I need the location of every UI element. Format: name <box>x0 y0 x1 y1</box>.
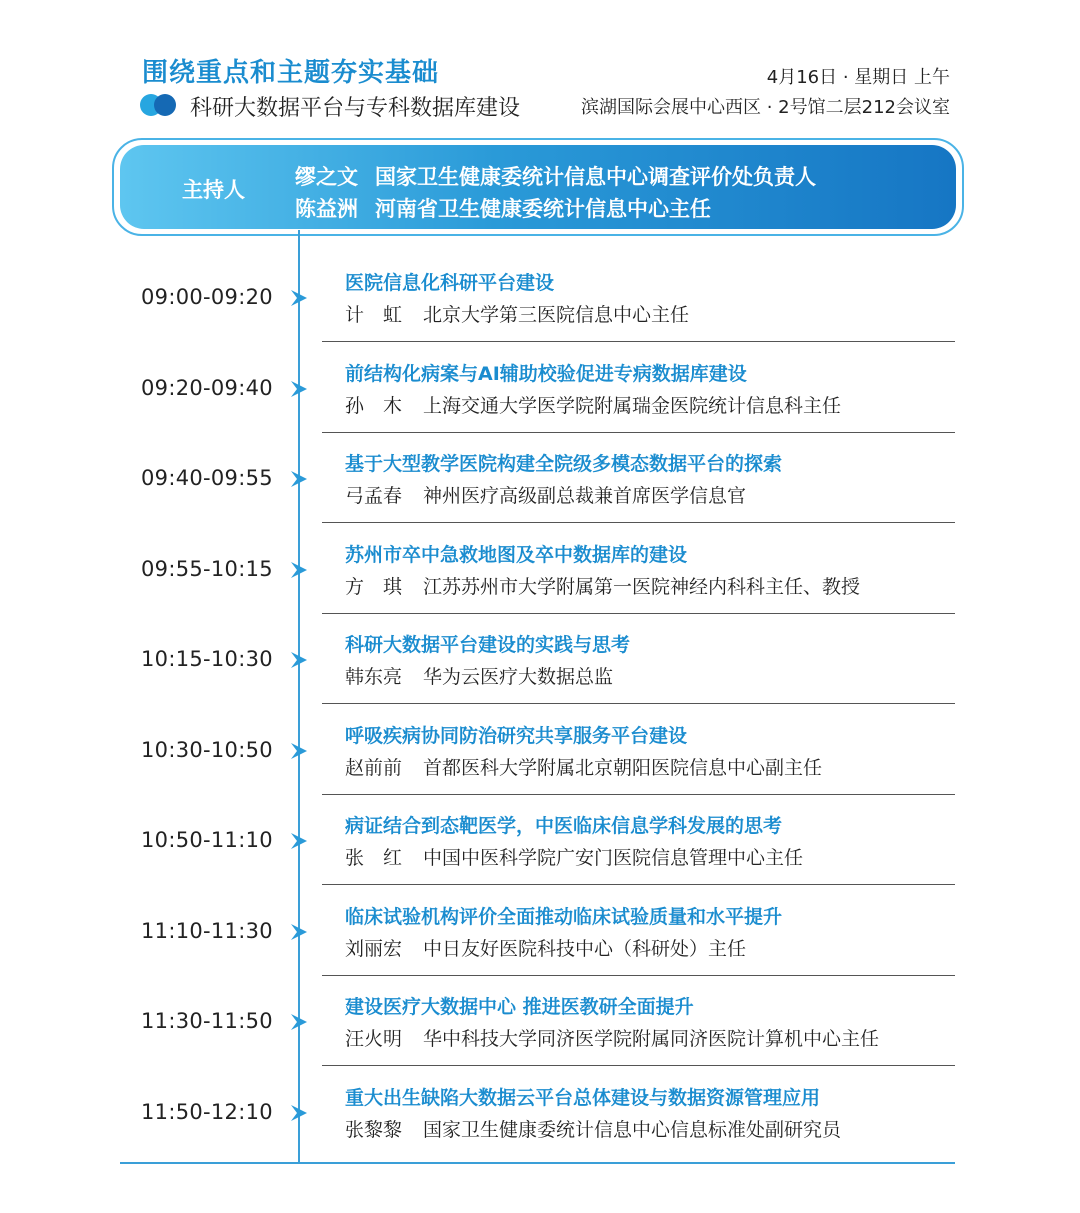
session-topic: 建设医疗大数据中心 推进医教研全面提升 <box>345 996 694 1018</box>
row-divider <box>322 1065 955 1066</box>
speaker-name: 孙 木 <box>345 394 403 417</box>
speaker-affiliation: 上海交通大学医学院附属瑞金医院统计信息科主任 <box>423 394 842 417</box>
schedule-item <box>0 706 1080 796</box>
row-divider <box>322 794 955 795</box>
schedule-item <box>0 434 1080 524</box>
speaker-affiliation: 江苏苏州市大学附属第一医院神经内科科主任、教授 <box>423 575 861 598</box>
session-topic: 病证结合到态靶医学，中医临床信息学科发展的思考 <box>345 815 783 837</box>
host-role: 河南省卫生健康委统计信息中心主任 <box>375 197 711 221</box>
session-time: 10:15-10:30 <box>141 647 273 671</box>
speaker-name: 刘丽宏 <box>345 937 403 960</box>
session-topic: 重大出生缺陷大数据云平台总体建设与数据资源管理应用 <box>345 1086 821 1109</box>
session-speaker <box>345 391 841 418</box>
session-topic: 科研大数据平台建设的实践与思考 <box>345 634 631 656</box>
row-divider <box>322 884 955 885</box>
session-time: 09:20-09:40 <box>141 375 273 400</box>
speaker-affiliation: 中日友好医院科技中心（科研处）主任 <box>423 937 747 960</box>
host-line <box>295 193 711 223</box>
session-speaker <box>345 481 746 508</box>
speaker-affiliation: 北京大学第三医院信息中心主任 <box>423 304 690 326</box>
speaker-name: 张黎黎 <box>345 1118 403 1141</box>
speaker-affiliation: 中国中医科学院广安门医院信息管理中心主任 <box>423 847 804 869</box>
session-topic: 呼吸疾病协同防治研究共享服务平台建设 <box>345 724 688 747</box>
host-role: 国家卫生健康委统计信息中心调查评价处负责人 <box>375 165 816 189</box>
speaker-affiliation: 首都医科大学附属北京朝阳医院信息中心副主任 <box>423 756 823 779</box>
session-time: 10:50-11:10 <box>141 828 273 852</box>
schedule-item <box>0 615 1080 705</box>
host-name: 陈益洲 <box>295 197 358 221</box>
session-topic: 前结构化病案与AI辅助校验促进专病数据库建设 <box>345 362 747 385</box>
speaker-affiliation: 华为云医疗大数据总监 <box>423 666 614 688</box>
session-topic: 基于大型教学医院构建全院级多模态数据平台的探索 <box>345 453 783 475</box>
chevron-right-icon <box>289 1012 309 1032</box>
host-name: 缪之文 <box>295 165 358 189</box>
schedule-item <box>0 253 1080 343</box>
section-subtitle: 科研大数据平台与专科数据库建设 <box>190 96 521 121</box>
session-date: 4月16日 · 星期日 上午 <box>766 67 950 88</box>
schedule-item <box>0 887 1080 977</box>
schedule-item <box>0 796 1080 886</box>
chevron-right-icon <box>289 831 309 851</box>
row-divider <box>322 432 955 433</box>
chevron-right-icon <box>289 379 309 399</box>
chevron-right-icon <box>289 469 309 489</box>
session-time: 10:30-10:50 <box>141 737 273 762</box>
session-time: 11:10-11:30 <box>141 918 273 943</box>
row-divider <box>322 975 955 976</box>
row-divider <box>322 522 955 523</box>
speaker-name: 计 虹 <box>345 304 403 326</box>
schedule-item <box>0 977 1080 1067</box>
section-title: 围绕重点和主题夯实基础 <box>142 58 440 88</box>
speaker-name: 方 琪 <box>345 575 403 598</box>
bottom-divider <box>120 1162 955 1164</box>
speaker-name: 韩东亮 <box>345 666 403 688</box>
speaker-name: 弓孟春 <box>345 485 403 507</box>
schedule-item <box>0 344 1080 434</box>
chevron-right-icon <box>289 650 309 670</box>
chevron-right-icon <box>289 741 309 761</box>
row-divider <box>322 703 955 704</box>
speaker-name: 张 红 <box>345 847 403 869</box>
session-speaker <box>345 300 689 327</box>
session-time: 11:50-12:10 <box>141 1099 273 1124</box>
row-divider <box>322 613 955 614</box>
session-time: 09:55-10:15 <box>141 556 273 581</box>
session-time: 11:30-11:50 <box>141 1009 273 1033</box>
speaker-name: 赵前前 <box>345 756 403 779</box>
chevron-right-icon <box>289 288 309 308</box>
session-speaker <box>345 572 860 599</box>
row-divider <box>322 341 955 342</box>
host-label: 主持人 <box>182 178 245 202</box>
session-speaker <box>345 753 822 780</box>
schedule-item <box>0 525 1080 615</box>
speaker-name: 汪火明 <box>345 1028 403 1050</box>
session-topic: 临床试验机构评价全面推动临床试验质量和水平提升 <box>345 905 783 928</box>
chevron-right-icon <box>289 922 309 942</box>
host-line <box>295 161 816 191</box>
session-speaker <box>345 662 613 689</box>
session-speaker <box>345 1115 841 1142</box>
chevron-right-icon <box>289 560 309 580</box>
session-speaker <box>345 1024 879 1051</box>
chevron-right-icon <box>289 1103 309 1123</box>
double-circle-icon <box>140 94 180 116</box>
session-time: 09:40-09:55 <box>141 466 273 490</box>
speaker-affiliation: 神州医疗高级副总裁兼首席医学信息官 <box>423 485 747 507</box>
session-time: 09:00-09:20 <box>141 285 273 309</box>
session-topic: 医院信息化科研平台建设 <box>345 272 555 294</box>
speaker-affiliation: 华中科技大学同济医学院附属同济医院计算机中心主任 <box>423 1028 880 1050</box>
session-speaker <box>345 934 746 961</box>
session-venue: 滨湖国际会展中心西区 · 2号馆二层212会议室 <box>581 97 950 118</box>
session-speaker <box>345 843 803 870</box>
session-topic: 苏州市卒中急救地图及卒中数据库的建设 <box>345 543 688 566</box>
speaker-affiliation: 国家卫生健康委统计信息中心信息标准处副研究员 <box>423 1118 842 1141</box>
schedule-item <box>0 1068 1080 1158</box>
